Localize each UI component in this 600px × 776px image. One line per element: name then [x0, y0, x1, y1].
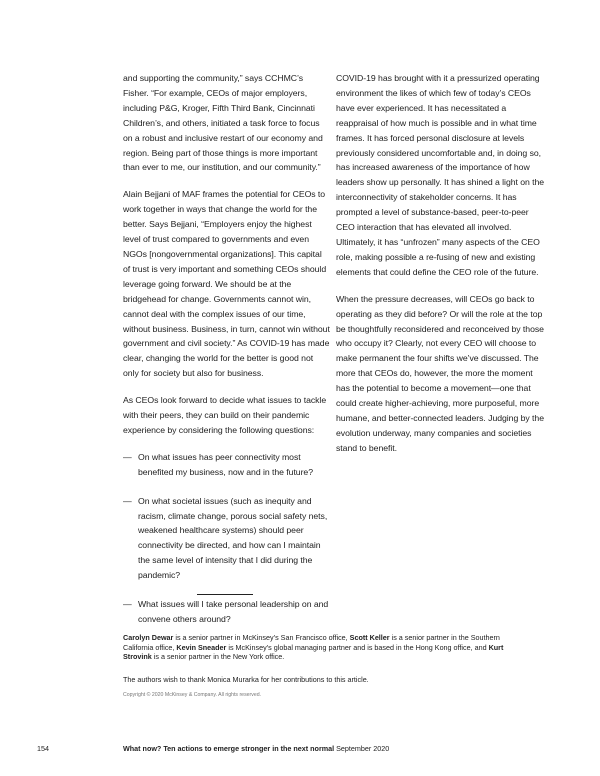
body-paragraph: Alain Bejjani of MAF frames the potential for CEOs to work together in ways that change the world for the better. Says Bejjani, “Employers enjoy the highest level of trust compared to governments and even NGOs [nongovernmental organizations]. This capital of trust is very important and something CEOs should leverage going forward. We should be at the bridgehead for change. Governments cannot win, cannot deal with the complex issues of our time, without business. Business, in turn, cannot win without government and civil society.” As COVID-19 has made clear, changing the world for the better is good not only for society but also for business.: [123, 189, 330, 379]
author-name: Scott Keller: [349, 633, 390, 642]
list-item-text: What issues will I take personal leadership on and convene others around?: [138, 599, 329, 624]
list-item-text: On what societal issues (such as inequity and racism, climate change, porous social safety nets, weakened healthcare systems) should peer connectivity be directed, and how can I maintain the same level of intensity that I did during the pandemic?: [138, 495, 328, 581]
list-item: [123, 450, 331, 480]
author-desc: is a senior partner in the New York office.: [151, 652, 285, 662]
author-desc: is McKinsey’s global managing partner and is based in the Hong Kong office, and: [226, 642, 489, 652]
author-name: Kevin Sneader: [176, 642, 227, 652]
page-number: 154: [37, 744, 49, 753]
body-paragraph: When the pressure decreases, will CEOs go back to operating as they did before? Or will the role at the top be thoughtfully reconsidered and reconceived by those who occupy it? Clearly, not every CEO will choose to make permanent the four shifts we’ve discussed. The more that CEOs do, however, the more the moment has the potential to become a movement—one that could create higher-achieving, more purposeful, more humane, and better-connected leaders. Judging by the evolution underway, many companies and societies stand to benefit.: [336, 293, 544, 453]
list-item: [123, 494, 331, 583]
list-item: [123, 597, 331, 627]
questions-list: [123, 450, 331, 627]
body-paragraph: COVID-19 has brought with it a pressurized operating environment the likes of which few of today’s CEOs have ever experienced. It has necessitated a reappraisal of how much is possible and in what time frames. It has forced personal disclosure at levels previously considered uncomfortable and, in doing so, has increased awareness of the importance of how leaders show up personally. It has shined a light on the interconnectivity of stakeholder concerns. It has prompted a level of substance-based, peer-to-peer CEO interaction that has elevated all involved. Ultimately, it has “unfrozen” many aspects of the CEO role, making possible a re-fusing of new and existing elements that could define the CEO role of the future.: [336, 73, 545, 277]
publication-date: September 2020: [334, 744, 390, 753]
dash-bullet-icon: —: [123, 451, 132, 462]
body-paragraph: and supporting the community,” says CCHMC’s Fisher. “For example, CEOs of major employers, including P&G, Kroger, Fifth Third Bank, Cincinnati Children’s, and others, initiated a task force to focus on a robust and inclusive restart of our economy and region. Being part of those things is more important than ever to me, our institution, and our community.”: [123, 73, 323, 173]
publication-title: What now? Ten actions to emerge stronger in the next normal: [123, 744, 335, 753]
author-desc: is a senior partner in McKinsey’s San Francisco office,: [173, 633, 350, 642]
dash-bullet-icon: —: [123, 495, 132, 506]
acknowledgement: The authors wish to thank Monica Murarka for her contributions to this article.: [123, 674, 369, 684]
copyright-notice: Copyright © 2020 McKinsey & Company. All rights reserved.: [123, 692, 262, 698]
author-bio-paragraph: [123, 633, 523, 662]
running-footer: [123, 744, 389, 753]
author-desc: is a senior partner in the Southern California office,: [123, 633, 500, 652]
dash-bullet-icon: —: [123, 599, 132, 610]
left-column: [123, 71, 331, 641]
author-name: Kurt Strovink: [123, 642, 504, 662]
author-name: Carolyn Dewar: [123, 633, 174, 642]
author-bios: [123, 633, 523, 697]
right-column: [336, 71, 546, 468]
divider-rule: [197, 594, 253, 595]
body-paragraph: As CEOs look forward to decide what issues to tackle with their peers, they can build on their pandemic experience by considering the following questions:: [123, 395, 327, 435]
list-item-text: On what issues has peer connectivity most benefited my business, now and in the future?: [138, 451, 313, 477]
